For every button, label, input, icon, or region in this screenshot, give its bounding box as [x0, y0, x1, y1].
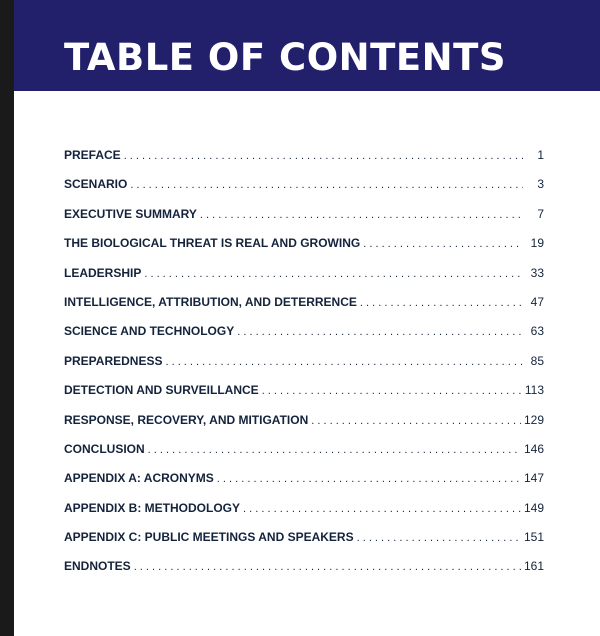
- toc-entry-page: 146: [523, 441, 544, 456]
- dot-leader: [148, 444, 521, 456]
- toc-entry-label: DETECTION AND SURVEILLANCE: [64, 383, 259, 398]
- dot-leader: [363, 238, 523, 250]
- toc-entry-label: CONCLUSION: [64, 441, 145, 456]
- document-page: [14, 0, 600, 636]
- page-title: TABLE OF CONTENTS: [64, 36, 506, 79]
- dot-leader: [357, 532, 521, 544]
- toc-entry[interactable]: [64, 383, 544, 412]
- dot-leader: [311, 415, 521, 427]
- toc-entry[interactable]: [64, 559, 544, 588]
- toc-entry-page: 47: [530, 294, 544, 309]
- toc-entry-page: 151: [523, 530, 544, 545]
- dot-leader: [237, 326, 523, 338]
- toc-entry-label: EXECUTIVE SUMMARY: [64, 206, 197, 221]
- dot-leader: [124, 150, 523, 162]
- toc-entry-page: 63: [530, 324, 544, 339]
- toc-entry[interactable]: [64, 442, 544, 471]
- toc-entry-label: LEADERSHIP: [64, 265, 142, 280]
- table-of-contents: [64, 148, 544, 589]
- dot-leader: [262, 385, 522, 397]
- header-banner: [14, 0, 600, 91]
- toc-entry[interactable]: [64, 207, 544, 236]
- toc-entry-label: PREPAREDNESS: [64, 353, 163, 368]
- toc-entry-label: PREFACE: [64, 148, 121, 162]
- toc-entry-page: 85: [530, 353, 544, 368]
- toc-entry-page: 3: [537, 177, 544, 192]
- toc-entry[interactable]: [64, 530, 544, 559]
- toc-entry[interactable]: [64, 295, 544, 324]
- toc-entry-page: 113: [524, 383, 544, 398]
- toc-entry-page: 1: [537, 148, 544, 162]
- toc-entry-page: 129: [523, 412, 544, 427]
- dot-leader: [360, 297, 523, 309]
- toc-entry-label: APPENDIX C: PUBLIC MEETINGS AND SPEAKERS: [64, 530, 354, 545]
- toc-entry-label: RESPONSE, RECOVERY, AND MITIGATION: [64, 412, 309, 427]
- toc-entry-label: INTELLIGENCE, ATTRIBUTION, AND DETERRENCE: [64, 294, 357, 309]
- toc-entry-label: ENDNOTES: [64, 559, 131, 574]
- dot-leader: [243, 503, 521, 515]
- dot-leader: [144, 268, 523, 280]
- dot-leader: [130, 179, 523, 191]
- toc-entry[interactable]: [64, 471, 544, 500]
- toc-entry-label: APPENDIX A: ACRONYMS: [64, 471, 214, 486]
- toc-entry[interactable]: [64, 324, 544, 353]
- toc-entry[interactable]: [64, 501, 544, 530]
- toc-entry-page: 7: [537, 206, 544, 221]
- dot-leader: [200, 209, 523, 221]
- toc-entry-page: 19: [530, 236, 544, 251]
- toc-entry-page: 149: [523, 500, 544, 515]
- toc-entry-page: 161: [523, 559, 544, 574]
- toc-entry-label: THE BIOLOGICAL THREAT IS REAL AND GROWING: [64, 236, 361, 251]
- toc-entry-label: SCIENCE AND TECHNOLOGY: [64, 324, 235, 339]
- toc-entry[interactable]: [64, 236, 544, 265]
- toc-entry[interactable]: [64, 148, 544, 177]
- toc-entry-label: SCENARIO: [64, 177, 128, 192]
- toc-entry[interactable]: [64, 354, 544, 383]
- toc-entry[interactable]: [64, 266, 544, 295]
- dot-leader: [165, 356, 523, 368]
- toc-entry-label: APPENDIX B: METHODOLOGY: [64, 500, 241, 515]
- toc-entry[interactable]: [64, 177, 544, 206]
- toc-entry-page: 33: [530, 265, 544, 280]
- dot-leader: [217, 473, 521, 485]
- dot-leader: [134, 561, 521, 573]
- toc-entry[interactable]: [64, 413, 544, 442]
- toc-entry-page: 147: [523, 471, 544, 486]
